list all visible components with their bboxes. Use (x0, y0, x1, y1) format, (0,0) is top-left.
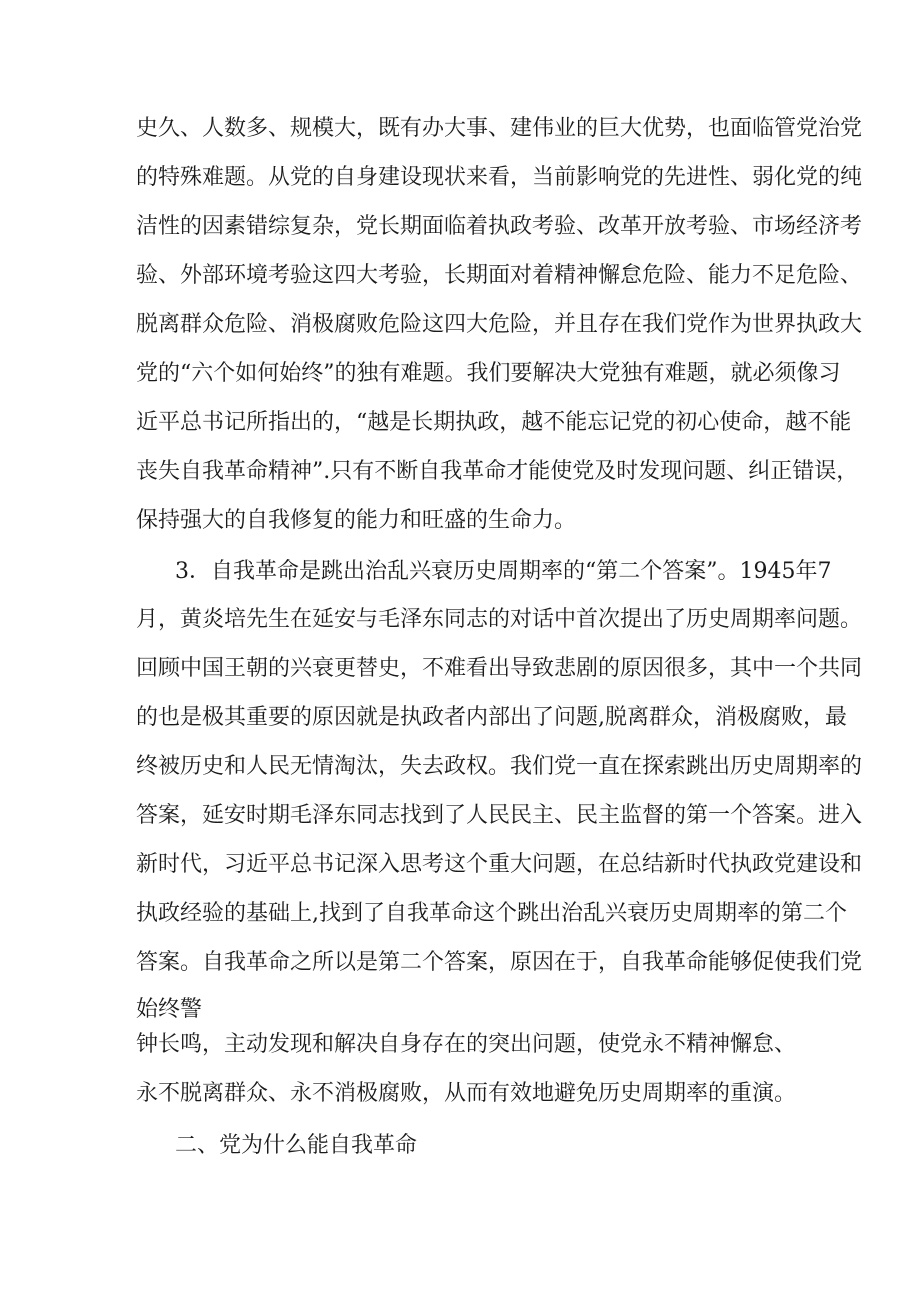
text-line: 始终警 (136, 997, 203, 1022)
text-line: 钟长鸣，主动发现和解决自身存在的突出问题，使党永不精神懈怠、 (136, 1032, 797, 1057)
text-line: 党的“六个如何始终”的独有难题。我们要解决大党独有难题，就必须像习 (136, 361, 841, 386)
text-line: 新时代，习近平总书记深入思考这个重大问题，在总结新时代执政党建设和 (136, 852, 863, 877)
text-line: 史久、人数多、规模大，既有办大事、建伟业的巨大优势，也面临管党治党 (136, 116, 863, 141)
text-line: 答案，延安时期毛泽东同志找到了人民民主、民主监督的第一个答案。进入 (136, 803, 863, 828)
text-line: 近平总书记所指出的，“越是长期执政，越不能忘记党的初心使命，越不能 (136, 410, 852, 435)
text-line: 永不脱离群众、永不消极腐败，从而有效地避免历史周期率的重演。 (136, 1081, 797, 1106)
text-line: 保持强大的自我修复的能力和旺盛的生命力。 (136, 508, 577, 533)
text-line: 月，黄炎培先生在延安与毛泽东同志的对话中首次提出了历史周期率问题。 (136, 607, 863, 632)
text-line: 洁性的因素错综复杂，党长期面临着执政考验、改革开放考验、市场经济考 (136, 214, 863, 239)
numbered-paragraph-start: 3．自我革命是跳出治乱兴衰历史周期率的“第二个答案”。1945年7 (175, 559, 832, 584)
text-line: 执政经验的基础上,找到了自我革命这个跳出治乱兴衰历史周期率的第二个 (136, 901, 847, 926)
text-line: 答案。自我革命之所以是第二个答案，原因在于，自我革命能够促使我们党 (136, 950, 863, 975)
text-line: 的也是极其重要的原因就是执政者内部出了问题,脱离群众，消极腐败，最 (136, 705, 847, 730)
section-heading: 二、党为什么能自我革命 (175, 1133, 418, 1158)
text-line: 终被历史和人民无情淘汰，失去政权。我们党一直在探索跳出历史周期率的 (136, 754, 863, 779)
text-line: 验、外部环境考验这四大考验，长期面对着精神懈怠危险、能力不足危险、 (136, 263, 863, 288)
text-line: 回顾中国王朝的兴衰更替史，不难看出导致悲剧的原因很多，其中一个共同 (136, 656, 863, 681)
text-line: 脱离群众危险、消极腐败危险这四大危险，并且存在我们党作为世界执政大 (136, 312, 863, 337)
text-line: 的特殊难题。从党的自身建设现状来看，当前影响党的先进性、弱化党的纯 (136, 165, 863, 190)
text-line: 丧失自我革命精神”.只有不断自我革命才能使党及时发现问题、纠正错误， (136, 459, 859, 484)
